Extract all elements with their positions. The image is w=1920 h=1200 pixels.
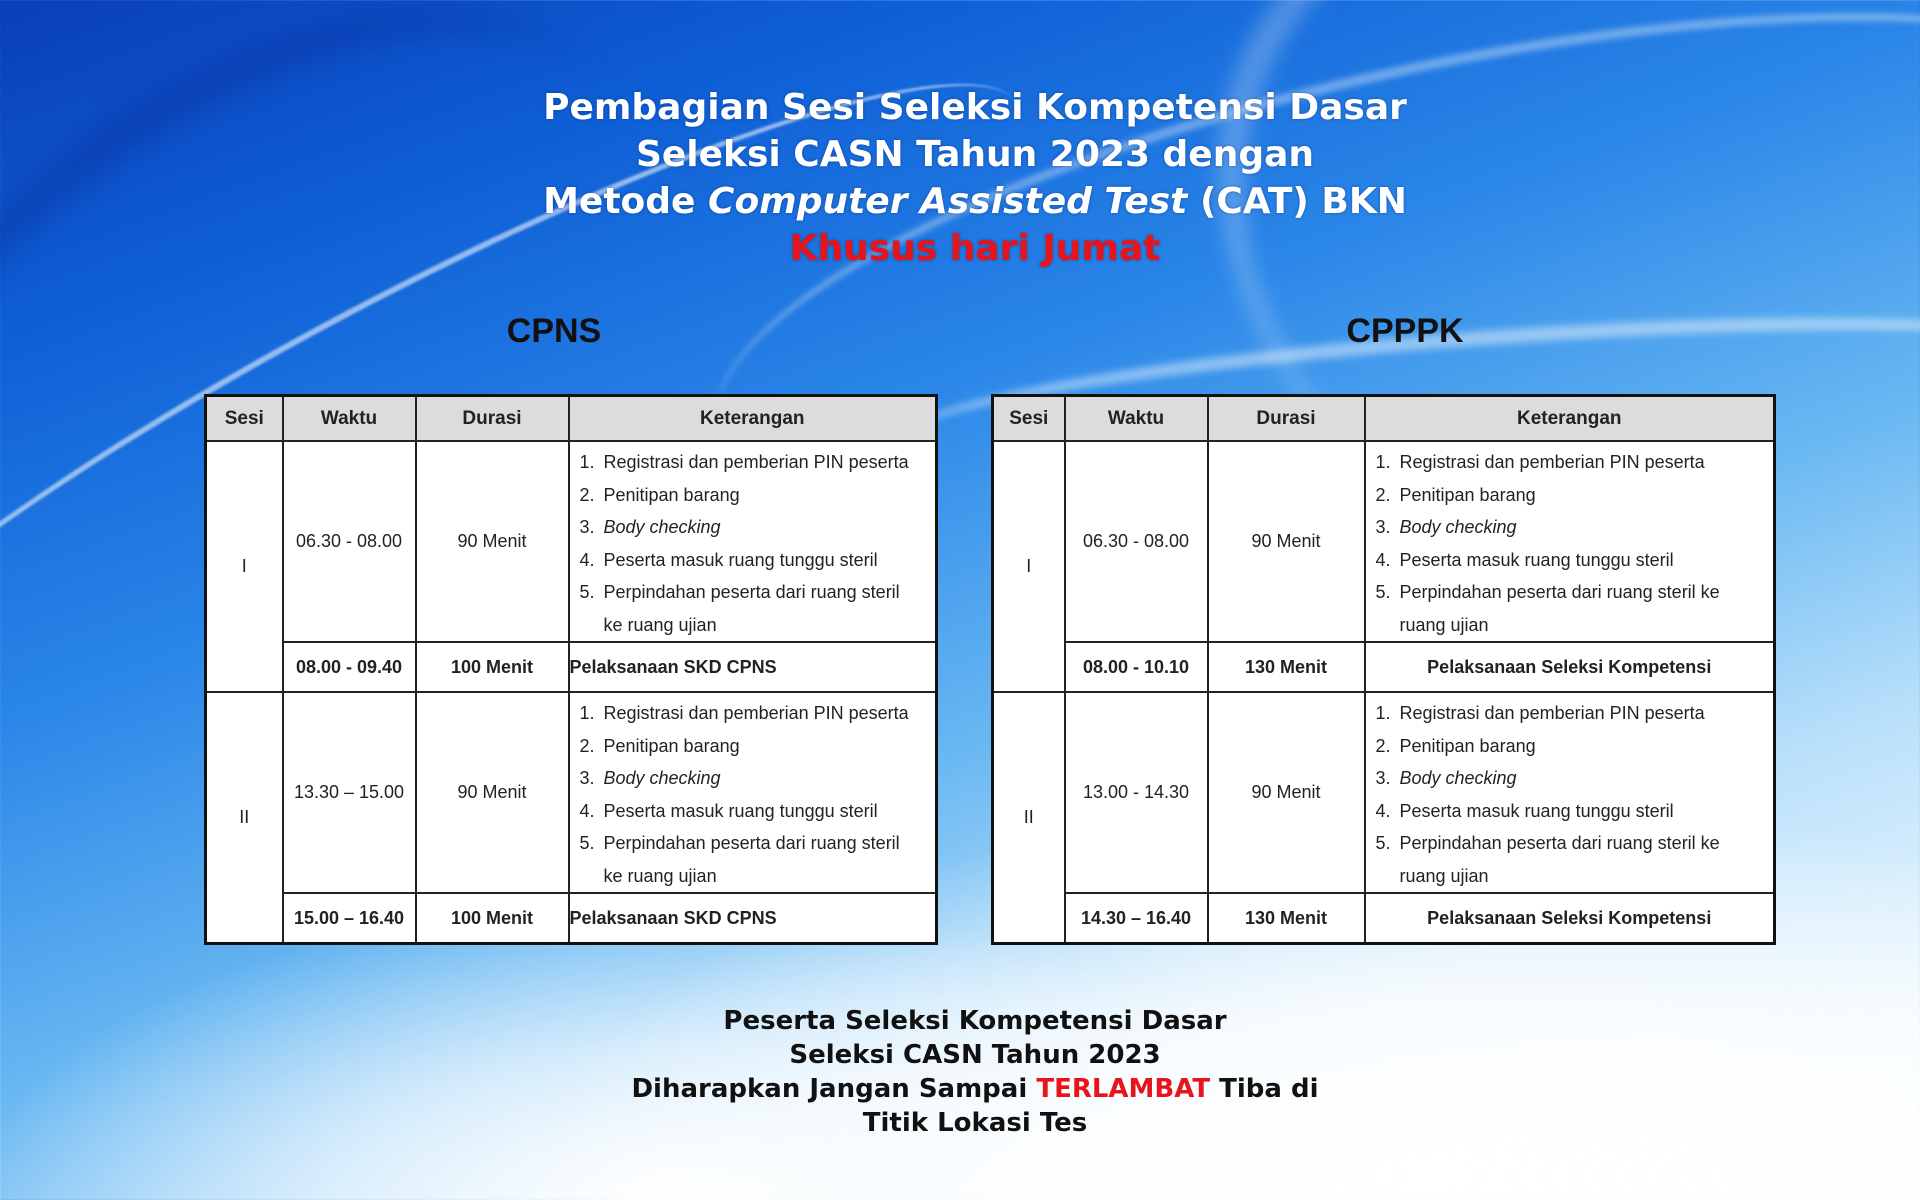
time-cell: 14.30 – 16.40 [1065,893,1208,944]
list-item: 2. Penitipan barang [1375,484,1536,505]
duration-cell: 90 Menit [416,441,569,642]
footer-notice [0,1004,1920,1140]
title-subtitle: Khusus hari Jumat [789,228,1161,269]
header-sesi: Sesi [993,396,1065,442]
time-cell: 15.00 – 16.40 [283,893,416,944]
table-header-row [993,396,1775,442]
table-row [206,441,937,642]
list-item: 3. Body checking [1375,517,1517,537]
keterangan-list [1376,697,1774,892]
footer-line-3-pre: Diharapkan Jangan Sampai [631,1074,1028,1104]
table-row [206,893,937,944]
keterangan-cell: Pelaksanaan Seleksi Kompetensi [1365,642,1775,692]
duration-cell: 130 Menit [1208,642,1365,692]
duration-cell: 130 Menit [1208,893,1365,944]
table-row [206,642,937,692]
list-item: 5. Perpindahan peserta dari ruang steril [579,833,900,853]
footer-line-2: Seleksi CASN Tahun 2023 [789,1040,1161,1070]
table-row [206,692,937,893]
table-row [993,893,1775,944]
footer-line-1: Peserta Seleksi Kompetensi Dasar [723,1006,1227,1036]
footer-line-3 [0,1072,1920,1106]
footer-line-4: Titik Lokasi Tes [862,1108,1088,1138]
list-item-continuation: ruang ujian [1399,614,1489,635]
list-item-continuation: ke ruang ujian [603,865,717,886]
keterangan-cell [1365,441,1775,642]
cpppk-schedule-table [991,394,1776,945]
duration-cell: 90 Menit [1208,441,1365,642]
cpns-schedule-table [204,394,938,945]
table-row [993,441,1775,642]
sesi-cell: I [206,441,283,692]
footer-line-3-post: Tiba di [1219,1074,1319,1104]
list-item: 3. Body checking [1375,768,1517,788]
duration-cell: 100 Menit [416,642,569,692]
keterangan-cell: Pelaksanaan SKD CPNS [569,642,937,692]
title-line-3 [0,178,1920,225]
title-line-2: Seleksi CASN Tahun 2023 dengan [635,134,1315,175]
header-durasi: Durasi [416,396,569,442]
list-item: 4. Peserta masuk ruang tunggu steril [1375,800,1674,821]
keterangan-list [580,446,936,641]
list-item: 4. Peserta masuk ruang tunggu steril [579,800,878,821]
header-keterangan: Keterangan [569,396,937,442]
list-item: 3. Body checking [579,517,721,537]
keterangan-cell [569,441,937,642]
list-item: 1. Registrasi dan pemberian PIN peserta [1375,703,1705,723]
list-item: 5. Perpindahan peserta dari ruang steril ke [1375,833,1720,853]
header-keterangan: Keterangan [1365,396,1775,442]
header-sesi: Sesi [206,396,283,442]
list-item: 2. Penitipan barang [1375,735,1536,756]
duration-cell: 90 Menit [416,692,569,893]
cpppk-label: CPPPK [1346,312,1464,350]
header-waktu: Waktu [1065,396,1208,442]
list-item-continuation: ruang ujian [1399,865,1489,886]
time-cell: 06.30 - 08.00 [283,441,416,642]
time-cell: 13.00 - 14.30 [1065,692,1208,893]
cpns-label: CPNS [506,312,602,350]
time-cell: 08.00 - 09.40 [283,642,416,692]
duration-cell: 90 Menit [1208,692,1365,893]
title-line-3-italic: Computer Assisted Test [708,181,1188,222]
list-item: 2. Penitipan barang [579,484,740,505]
list-item: 2. Penitipan barang [579,735,740,756]
title-line-1: Pembagian Sesi Seleksi Kompetensi Dasar [543,87,1407,128]
list-item-continuation: ke ruang ujian [603,614,717,635]
keterangan-cell: Pelaksanaan SKD CPNS [569,893,937,944]
sesi-cell: II [206,692,283,944]
table-row [993,692,1775,893]
list-item: 5. Perpindahan peserta dari ruang steril ke [1375,582,1720,602]
keterangan-cell: Pelaksanaan Seleksi Kompetensi [1365,893,1775,944]
table-row [993,642,1775,692]
keterangan-cell [569,692,937,893]
header-durasi: Durasi [1208,396,1365,442]
list-item: 3. Body checking [579,768,721,788]
list-item: 4. Peserta masuk ruang tunggu steril [579,549,878,570]
sesi-cell: I [993,441,1065,692]
list-item: 1. Registrasi dan pemberian PIN peserta [579,452,909,472]
time-cell: 06.30 - 08.00 [1065,441,1208,642]
duration-cell: 100 Menit [416,893,569,944]
time-cell: 13.30 – 15.00 [283,692,416,893]
title-line-3-post: (CAT) BKN [1199,181,1407,222]
keterangan-list [1376,446,1774,641]
keterangan-cell [1365,692,1775,893]
sesi-cell: II [993,692,1065,944]
list-item: 1. Registrasi dan pemberian PIN peserta [579,703,909,723]
time-cell: 08.00 - 10.10 [1065,642,1208,692]
header-waktu: Waktu [283,396,416,442]
list-item: 1. Registrasi dan pemberian PIN peserta [1375,452,1705,472]
list-item: 4. Peserta masuk ruang tunggu steril [1375,549,1674,570]
list-item: 5. Perpindahan peserta dari ruang steril [579,582,900,602]
page-title [0,84,1920,272]
keterangan-list [580,697,936,892]
title-line-3-pre: Metode [543,181,696,222]
footer-late-warning: TERLAMBAT [1036,1074,1211,1104]
table-header-row [206,396,937,442]
